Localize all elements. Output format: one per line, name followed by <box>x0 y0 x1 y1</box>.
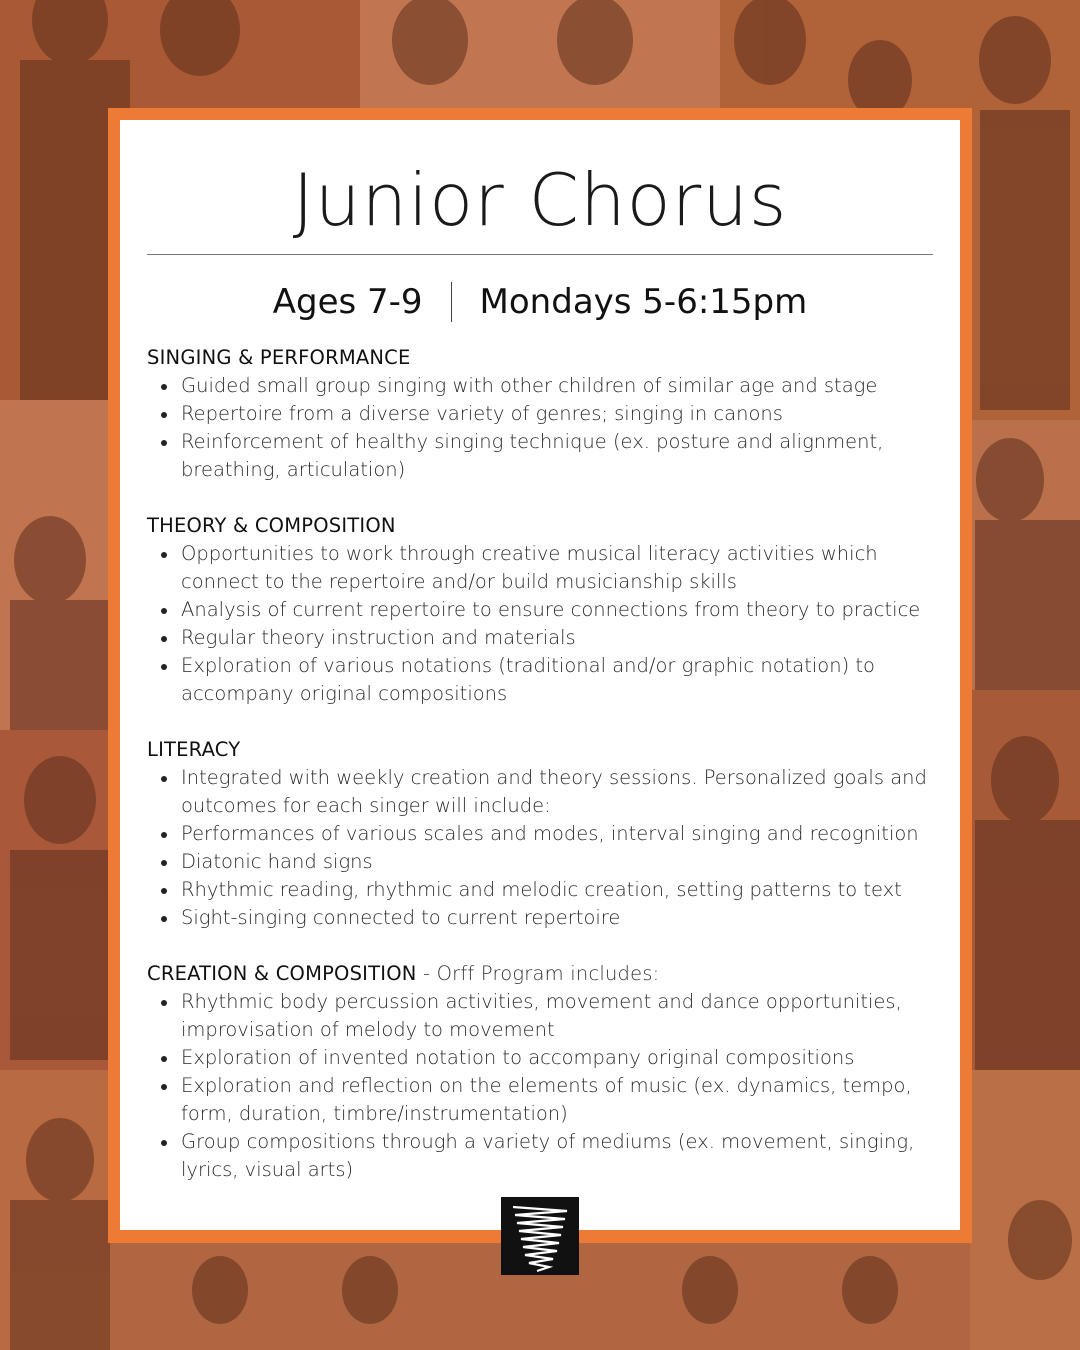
bullet-list <box>147 988 947 1184</box>
schedule-label: Mondays 5-6:15pm <box>479 282 808 322</box>
list-item: Sight-singing connected to current repertoire <box>181 904 947 932</box>
section-heading-label: CREATION & COMPOSITION <box>147 962 417 985</box>
list-item: Performances of various scales and modes, interval singing and recognition <box>181 820 947 848</box>
list-item: Exploration of various notations (traditional and/or graphic notation) to accompany original compositions <box>181 652 947 708</box>
section-heading <box>147 512 947 540</box>
list-item: Opportunities to work through creative musical literacy activities which connect to the repertoire and/or build musicianship skills <box>181 540 947 596</box>
section-heading-suffix: - Orff Program includes: <box>416 962 660 985</box>
section-heading <box>147 736 947 764</box>
schedule-divider <box>451 282 452 322</box>
list-item: Diatonic hand signs <box>181 848 947 876</box>
section <box>147 960 947 1184</box>
list-item: Exploration of invented notation to accompany original compositions <box>181 1044 947 1072</box>
section-heading-label: THEORY & COMPOSITION <box>147 514 396 537</box>
list-item: Repertoire from a diverse variety of genres; singing in canons <box>181 400 947 428</box>
section <box>147 344 947 484</box>
list-item: Rhythmic reading, rhythmic and melodic creation, setting patterns to text <box>181 876 947 904</box>
section-heading-label: LITERACY <box>147 738 241 761</box>
list-item: Analysis of current repertoire to ensure connections from theory to practice <box>181 596 947 624</box>
section-heading <box>147 960 947 988</box>
list-item: Reinforcement of healthy singing technique (ex. posture and alignment, breathing, articulation) <box>181 428 947 484</box>
section <box>147 736 947 932</box>
title-divider <box>147 254 933 255</box>
schedule-line <box>0 276 1080 328</box>
program-sections <box>147 344 947 1212</box>
list-item: Regular theory instruction and materials <box>181 624 947 652</box>
list-item: Exploration and reflection on the elements of music (ex. dynamics, tempo, form, duration, timbre/instrumentation) <box>181 1072 947 1128</box>
section-heading <box>147 344 947 372</box>
list-item: Guided small group singing with other children of similar age and stage <box>181 372 947 400</box>
list-item: Integrated with weekly creation and theory sessions. Personalized goals and outcomes for each singer will include: <box>181 764 947 820</box>
zigzag-logo-icon <box>501 1197 579 1275</box>
bullet-list <box>147 764 947 932</box>
list-item: Group compositions through a variety of mediums (ex. movement, singing, lyrics, visual arts) <box>181 1128 947 1184</box>
bullet-list <box>147 540 947 708</box>
list-item: Rhythmic body percussion activities, movement and dance opportunities, improvisation of melody to movement <box>181 988 947 1044</box>
section-heading-label: SINGING & PERFORMANCE <box>147 346 411 369</box>
page-title: Junior Chorus <box>292 158 788 242</box>
section <box>147 512 947 708</box>
ages-label: Ages 7-9 <box>272 282 423 322</box>
bullet-list <box>147 372 947 484</box>
